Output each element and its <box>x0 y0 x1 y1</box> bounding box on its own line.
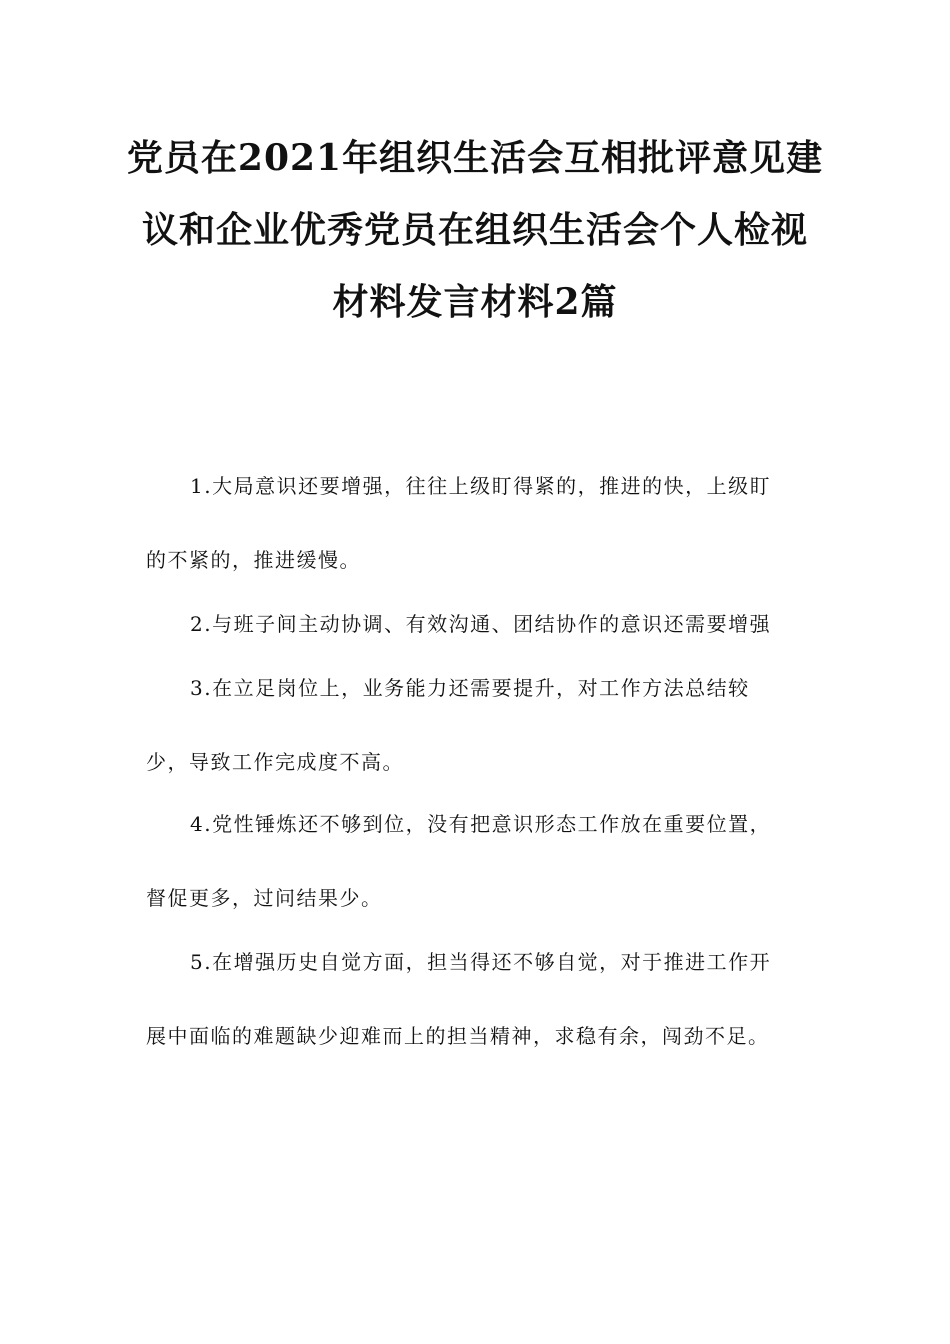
document-title <box>100 122 850 338</box>
title-line-1: 党员在2021年组织生活会互相批评意见建 <box>126 137 824 179</box>
document-page: 党员在2021年组织生活会互相批评意见建 议和企业优秀党员在组织生活会个人检视 材料发言材料2篇 1.大局意识还要增强，往往上级盯得紧的，推进的快，上级盯 的不紧的，推进缓慢。 2.与班子间主动协调、有效沟通、团结协作的意识还需要增强 3.在立足岗位上，业务能力还需要提升，对工作方法总结较 少，导致工作完成度不高。 4.党性锤炼还不够到位，没有把意识形态工作放在重要位置， 督促更多，过问结果少。 5.在增强历史自觉方面，担当得还不够自觉，对于推进工作开 展中面临的难题缺少迎难而上的担当精神，求稳有余，闯劲不足。 <box>0 0 950 1344</box>
title-line-2: 议和企业优秀党员在组织生活会个人检视 <box>141 209 808 251</box>
title-line-3: 材料发言材料2篇 <box>332 281 618 323</box>
